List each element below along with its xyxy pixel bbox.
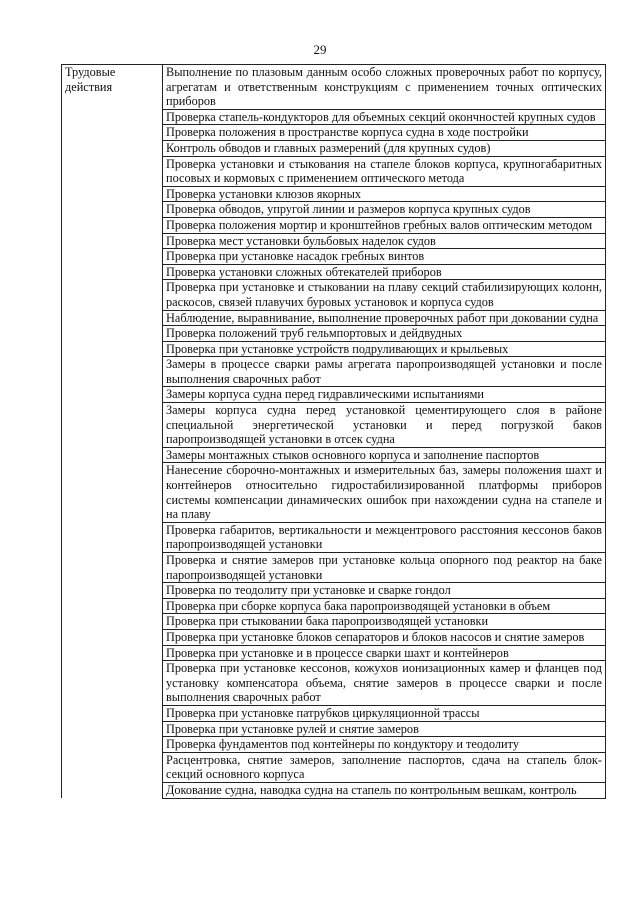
table-cell: Проверка стапель-кондукторов для объемных секций окончностей крупных судов (163, 109, 606, 125)
labor-actions-table (61, 64, 606, 799)
table-cell: Проверка установки сложных обтекателей приборов (163, 264, 606, 280)
table-cell: Расцентровка, снятие замеров, заполнение паспортов, сдача на стапель блок-секций основного корпуса (163, 752, 606, 782)
table-row (62, 65, 606, 110)
table-cell: Проверка при установке рулей и снятие замеров (163, 721, 606, 737)
table-cell: Проверка при установке устройств подруливающих и крыльевых (163, 341, 606, 357)
table-cell: Замеры корпуса судна перед установкой цементирующего слоя в районе специальной энергетической установки и перед погрузкой баков паропроизводящей установки в отсек судна (163, 403, 606, 448)
table-cell: Проверка габаритов, вертикальности и межцентрового расстояния кессонов баков паропроизводящей установки (163, 522, 606, 552)
table-cell: Замеры корпуса судна перед гидравлическими испытаниями (163, 387, 606, 403)
table-cell: Проверка фундаментов под контейнеры по кондуктору и теодолиту (163, 737, 606, 753)
table-cell: Проверка при установке и стыковании на плаву секций стабилизирующих колонн, раскосов, связей плавучих буровых установок и корпуса судов (163, 280, 606, 310)
table-cell: Проверка при установке кессонов, кожухов ионизационных камер и фланцев под установку компенсатора объема, снятие замеров в процессе сварки и после выполнения сварочных работ (163, 661, 606, 706)
table-cell: Проверка положения мортир и кронштейнов гребных валов оптическим методом (163, 217, 606, 233)
table-cell: Проверка при сборке корпуса бака паропроизводящей установки в объем (163, 598, 606, 614)
page-number: 29 (313, 42, 327, 57)
table-cell: Проверка при установке блоков сепараторов и блоков насосов и снятие замеров (163, 629, 606, 645)
table-cell: Проверка по теодолиту при установке и сварке гондол (163, 583, 606, 599)
table-body (62, 65, 606, 799)
table-cell: Проверка установки клюзов якорных (163, 186, 606, 202)
table-cell: Проверка при установке и в процессе сварки шахт и контейнеров (163, 645, 606, 661)
section-label: Трудовые действия (62, 65, 163, 799)
table-cell: Нанесение сборочно-монтажных и измерительных баз, замеры положения шахт и контейнеров относительно гидростабилизированной платформы приборов системы компенсации динамических ошибок при нахождении судна на стапеле и на плаву (163, 463, 606, 522)
table-cell: Докование судна, наводка судна на стапель по контрольным вешкам, контроль (163, 782, 606, 798)
table-cell: Наблюдение, выравнивание, выполнение проверочных работ при доковании судна (163, 310, 606, 326)
table-cell: Проверка при установке насадок гребных винтов (163, 249, 606, 265)
table-cell: Проверка при стыковании бака паропроизводящей установки (163, 614, 606, 630)
table-cell: Проверка и снятие замеров при установке кольца опорного под реактор на баке паропроизводящей установки (163, 553, 606, 583)
table-cell: Проверка мест установки бульбовых наделок судов (163, 233, 606, 249)
table-cell: Проверка положений труб гельмпортовых и дейдвудных (163, 326, 606, 342)
table-cell: Замеры в процессе сварки рамы агрегата паропроизводящей установки и после выполнения сварочных работ (163, 357, 606, 387)
table-cell: Замеры монтажных стыков основного корпуса и заполнение паспортов (163, 447, 606, 463)
table-cell: Проверка при установке патрубков циркуляционной трассы (163, 705, 606, 721)
table-cell: Проверка положения в пространстве корпуса судна в ходе постройки (163, 125, 606, 141)
table-cell: Выполнение по плазовым данным особо сложных проверочных работ по корпусу, агрегатам и ответственным конструкциям с применением точных оптических приборов (163, 65, 606, 110)
table-cell: Проверка установки и стыкования на стапеле блоков корпуса, крупногабаритных посовых и кормовых с применением оптического метода (163, 156, 606, 186)
table-cell: Контроль обводов и главных размерений (для крупных судов) (163, 140, 606, 156)
table-cell: Проверка обводов, упругой линии и размеров корпуса крупных судов (163, 202, 606, 218)
